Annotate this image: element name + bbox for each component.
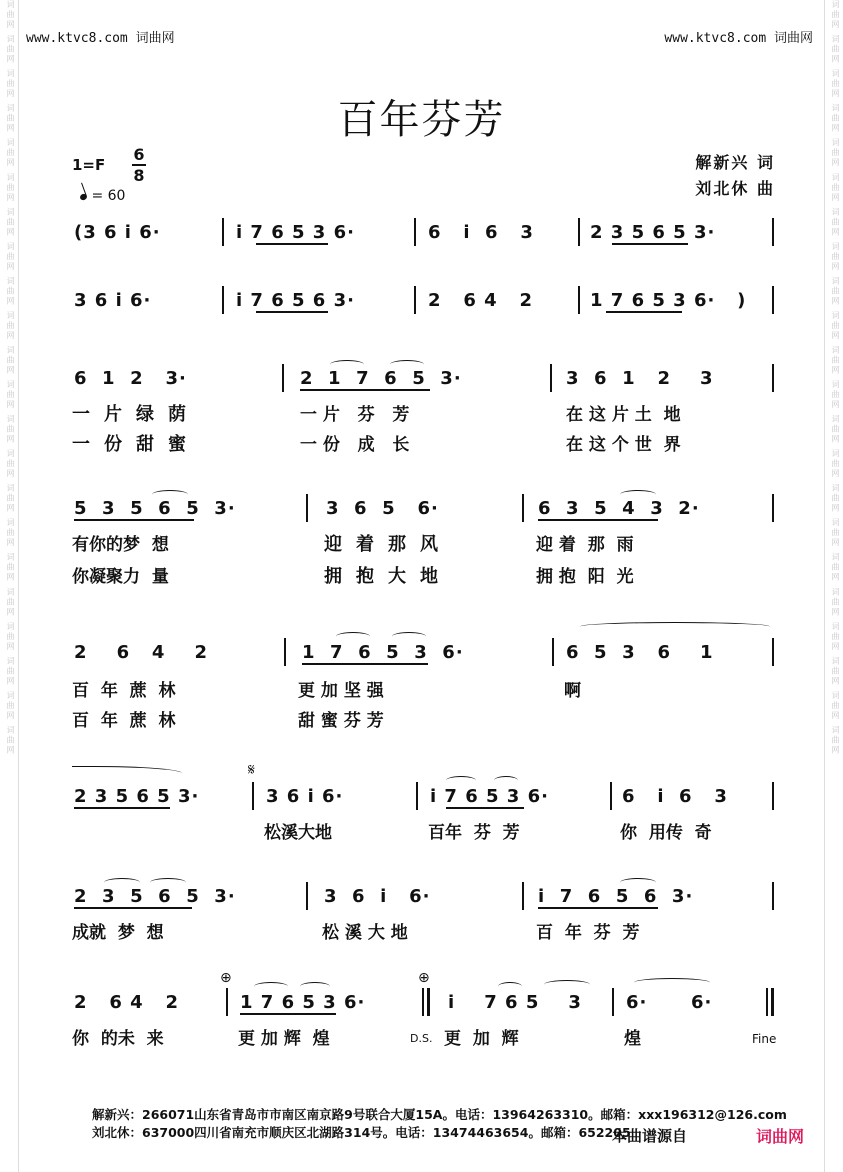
measure-r3-m3: 3 6 1 2 3 xyxy=(566,368,714,389)
barline xyxy=(306,494,308,522)
left-margin-line xyxy=(18,0,19,1172)
measure-r2-m1: 3 6 i 6· xyxy=(74,290,152,311)
footer-composer-contact: 刘北休：637000四川省南充市顺庆区北湖路314号。电话：13474463654。邮箱：652205 xyxy=(92,1125,631,1140)
coda-icon: ⊕ xyxy=(220,970,232,986)
beam xyxy=(256,243,328,245)
lyric2-r4-m2: 拥抱大地 xyxy=(324,566,452,587)
barline xyxy=(550,364,552,392)
slur xyxy=(498,982,522,991)
repeat-barline-thick xyxy=(427,988,430,1016)
barline xyxy=(772,364,774,392)
lyric1-r8-m4: 煌 xyxy=(624,1029,641,1049)
final-barline-thin xyxy=(766,988,768,1016)
measure-r8-m2: 1 7 6 5 3 6· xyxy=(240,992,366,1013)
barline xyxy=(282,364,284,392)
beam xyxy=(74,907,192,909)
barline xyxy=(578,218,580,246)
measure-r6-m3: i 7 6 5 3 6· xyxy=(430,786,549,807)
beam xyxy=(446,807,524,809)
barline xyxy=(772,638,774,666)
song-title: 百年芬芳 xyxy=(337,97,506,143)
lyric1-r5-m3: 啊 xyxy=(564,681,581,701)
ds-marking: D.S. xyxy=(410,1032,433,1045)
time-sig-top: 6 xyxy=(133,145,145,164)
measure-r6-m4: 6 i 6 3 xyxy=(622,786,728,807)
lyric1-r4-m3: 迎 着 那 雨 xyxy=(536,535,634,555)
measure-r1-m1: (3 6 i 6· xyxy=(74,222,161,243)
barline xyxy=(552,638,554,666)
source-note: 本曲谱源自 xyxy=(612,1127,688,1145)
lyric2-r5-m1: 百 年 蔗 林 xyxy=(72,711,176,731)
lyric1-r3-m1: 一片绿荫 xyxy=(72,404,200,425)
barline xyxy=(414,218,416,246)
beam xyxy=(538,519,658,521)
tie xyxy=(634,978,710,987)
left-watermark: 词曲网 词曲网 词曲网 词曲网 词曲网 词曲网 词曲网 词曲网 词曲网 词曲网 词曲网 词曲网 词曲网 词曲网 词曲网 词曲网 词曲网 词曲网 词曲网 词曲网 词曲网 词曲网 xyxy=(6,0,15,756)
barline xyxy=(306,882,308,910)
lyric1-r8-m1: 你 的未 来 xyxy=(72,1029,164,1049)
slur xyxy=(254,982,288,991)
barline xyxy=(284,638,286,666)
measure-r4-m2: 3 6 5 6· xyxy=(326,498,439,519)
measure-r2-m3: 2 6 4 2 xyxy=(428,290,533,311)
barline xyxy=(772,494,774,522)
beam xyxy=(612,243,688,245)
right-margin-line xyxy=(824,0,825,1172)
key-signature: 1=F xyxy=(72,156,106,174)
lyric1-r7-m1: 成就 梦 想 xyxy=(72,923,164,943)
measure-r1-m2: i 7 6 5 3 6· xyxy=(236,222,355,243)
repeat-barline-thin xyxy=(422,988,424,1016)
barline xyxy=(772,882,774,910)
measure-r8-m4: 6· 6· xyxy=(626,992,713,1013)
lyric1-r8-m3: 更 加 辉 xyxy=(444,1029,519,1049)
beam xyxy=(538,907,658,909)
lyric1-r7-m3: 百 年 芬 芳 xyxy=(536,923,640,943)
tempo-marking xyxy=(80,188,125,204)
lyric1-r7-m2: 松 溪 大 地 xyxy=(322,923,408,943)
lyric2-r3-m2: 一 份 成 长 xyxy=(300,435,410,455)
slur xyxy=(446,776,476,785)
slur xyxy=(104,878,140,887)
measure-r1-m4: 2 3 5 6 5 3· xyxy=(590,222,716,243)
barline xyxy=(222,286,224,314)
measure-r3-m2: 2 1 7 6 5 3· xyxy=(300,368,462,389)
fine-marking: Fine xyxy=(752,1032,777,1046)
measure-r5-m3: 6 5 3 6 1 xyxy=(566,642,714,663)
site-logo: 词曲网 xyxy=(756,1127,805,1146)
phrase-slur xyxy=(580,622,770,631)
barline xyxy=(416,782,418,810)
lyricist: 解新兴 词 xyxy=(695,153,775,172)
time-sig-bottom: 8 xyxy=(133,166,145,185)
slur xyxy=(152,490,188,499)
measure-r5-m2: 1 7 6 5 3 6· xyxy=(302,642,464,663)
measure-r7-m3: i 7 6 5 6 3· xyxy=(538,886,694,907)
lyric1-r4-m1: 有你的梦 想 xyxy=(72,535,169,555)
beam xyxy=(300,389,430,391)
segno-icon: 𝄋 xyxy=(248,760,255,779)
measure-r2-m4: 1 7 6 5 3 6· ) xyxy=(590,290,747,311)
measure-r8-m3: i 7 6 5 3 xyxy=(448,992,582,1013)
barline xyxy=(772,286,774,314)
slur xyxy=(392,632,426,641)
slur xyxy=(150,878,186,887)
lyric2-r4-m1: 你凝聚力 量 xyxy=(72,567,169,587)
lyric1-r6-m2: 松溪大地 xyxy=(264,823,332,843)
measure-r8-m1: 2 6 4 2 xyxy=(74,992,179,1013)
time-signature xyxy=(132,146,146,184)
beam xyxy=(606,311,682,313)
beam xyxy=(74,807,170,809)
coda-icon-2: ⊕ xyxy=(418,970,430,986)
slur xyxy=(300,982,330,991)
slur xyxy=(330,360,364,369)
header-site-right: www.ktvc8.com 词曲网 xyxy=(664,31,813,46)
barline xyxy=(522,494,524,522)
lyric2-r3-m1: 一份甜蜜 xyxy=(72,434,200,455)
measure-r6-m2: 3 6 i 6· xyxy=(266,786,344,807)
lyric1-r3-m3: 在 这 片 土 地 xyxy=(566,405,681,425)
measure-r2-m2: i 7 6 5 6 3· xyxy=(236,290,355,311)
lyric1-r6-m3: 百年 芬 芳 xyxy=(428,823,520,843)
measure-r7-m1: 2 3 5 6 5 3· xyxy=(74,886,236,907)
barline xyxy=(612,988,614,1016)
beam xyxy=(256,311,328,313)
slur xyxy=(620,878,656,887)
barline xyxy=(226,988,228,1016)
barline xyxy=(414,286,416,314)
final-barline-thick xyxy=(771,988,774,1016)
composer: 刘北休 曲 xyxy=(695,179,775,198)
barline xyxy=(772,782,774,810)
lyric1-r5-m2: 更 加 坚 强 xyxy=(298,681,384,701)
slur xyxy=(494,776,518,785)
tempo-value: = 60 xyxy=(91,188,126,204)
quarter-note-icon xyxy=(79,193,88,201)
lyric2-r5-m2: 甜 蜜 芬 芳 xyxy=(298,711,384,731)
slur xyxy=(620,490,656,499)
measure-r5-m1: 2 6 4 2 xyxy=(74,642,209,663)
beam xyxy=(302,663,428,665)
beam xyxy=(74,519,194,521)
barline xyxy=(772,218,774,246)
slur xyxy=(544,980,590,989)
phrase-slur-cont xyxy=(72,766,182,775)
lyric2-r4-m3: 拥 抱 阳 光 xyxy=(536,567,634,587)
measure-r6-m1: 2 3 5 6 5 3· xyxy=(74,786,200,807)
right-watermark: 词曲网 词曲网 词曲网 词曲网 词曲网 词曲网 词曲网 词曲网 词曲网 词曲网 词曲网 词曲网 词曲网 词曲网 词曲网 词曲网 词曲网 词曲网 词曲网 词曲网 词曲网 词曲网 xyxy=(831,0,840,756)
barline xyxy=(222,218,224,246)
barline xyxy=(252,782,254,810)
measure-r7-m2: 3 6 i 6· xyxy=(324,886,431,907)
measure-r3-m1: 6 1 2 3· xyxy=(74,368,187,389)
header-site-left: www.ktvc8.com 词曲网 xyxy=(26,31,175,46)
measure-r4-m3: 6 3 5 4 3 2· xyxy=(538,498,700,519)
barline xyxy=(610,782,612,810)
measure-r4-m1: 5 3 5 6 5 3· xyxy=(74,498,236,519)
measure-r1-m3: 6 i 6 3 xyxy=(428,222,534,243)
slur xyxy=(390,360,424,369)
lyric1-r4-m2: 迎着那风 xyxy=(324,534,452,555)
lyric1-r8-m2: 更 加 辉 煌 xyxy=(238,1029,330,1049)
lyric1-r6-m4: 你 用传 奇 xyxy=(620,823,712,843)
barline xyxy=(522,882,524,910)
lyric1-r5-m1: 百 年 蔗 林 xyxy=(72,681,176,701)
beam xyxy=(240,1013,336,1015)
slur xyxy=(336,632,370,641)
barline xyxy=(578,286,580,314)
lyric1-r3-m2: 一 片 芬 芳 xyxy=(300,405,410,425)
footer-lyricist-contact: 解新兴：266071山东省青岛市市南区南京路9号联合大厦15A。电话：13964263310。邮箱：xxx196312@126.com xyxy=(92,1107,787,1122)
lyric2-r3-m3: 在 这 个 世 界 xyxy=(566,435,681,455)
